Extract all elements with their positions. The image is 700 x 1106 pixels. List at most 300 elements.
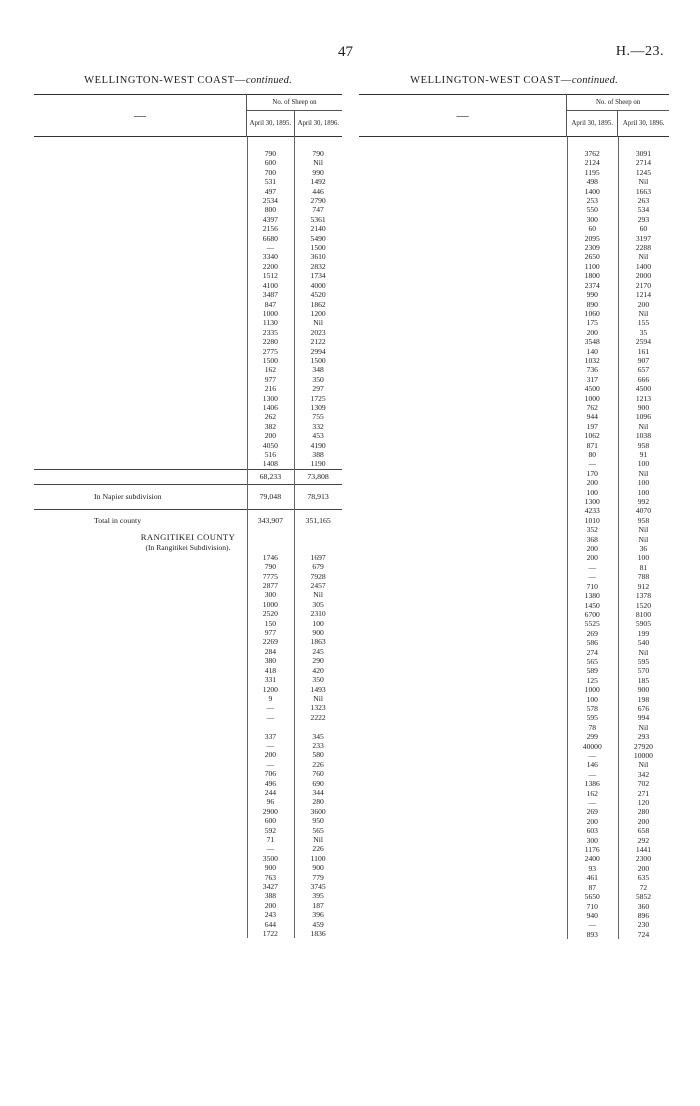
table-row bbox=[359, 187, 669, 196]
sheep-1895: 2095 bbox=[584, 233, 600, 243]
table-row bbox=[359, 544, 669, 553]
table-row bbox=[34, 553, 342, 562]
sheep-1896: 4070 bbox=[635, 506, 651, 516]
table-row bbox=[359, 234, 669, 243]
table-row bbox=[359, 196, 669, 205]
sheep-1896: 4520 bbox=[310, 290, 326, 300]
table-row bbox=[34, 788, 342, 797]
sheep-1895: 1000 bbox=[584, 393, 600, 403]
sheep-1896: 161 bbox=[637, 346, 650, 356]
sheep-1896: 1213 bbox=[635, 393, 651, 403]
table-row bbox=[34, 422, 342, 431]
sheep-1896: 3600 bbox=[310, 806, 326, 816]
table-row bbox=[34, 158, 342, 167]
sheep-1895: 990 bbox=[586, 290, 598, 300]
sheep-1895: 253 bbox=[586, 196, 598, 206]
sheep-1895: 78 bbox=[588, 722, 597, 732]
sheep-1895: 1010 bbox=[584, 515, 600, 525]
sheep-1895: — bbox=[588, 769, 597, 779]
total-row bbox=[34, 509, 342, 532]
sheep-1896: 245 bbox=[312, 646, 324, 656]
sheep-1895: 71 bbox=[266, 835, 275, 844]
sheep-1895: 200 bbox=[586, 544, 598, 554]
sheep-1896: 2832 bbox=[310, 261, 326, 271]
sheep-1895: 368 bbox=[586, 534, 598, 544]
sheep-1896: 5905 bbox=[635, 619, 651, 629]
sheep-1896: 10000 bbox=[633, 751, 653, 760]
sheep-1896: 5852 bbox=[635, 892, 651, 902]
table-row bbox=[34, 149, 342, 158]
table-row bbox=[359, 431, 669, 440]
sheep-1895: 1800 bbox=[584, 271, 600, 281]
sheep-1896: 2300 bbox=[635, 854, 651, 864]
sheep-1896: 226 bbox=[312, 844, 324, 854]
left-column-title: WELLINGTON-WEST COAST—continued. bbox=[84, 75, 292, 86]
table-row bbox=[359, 770, 669, 779]
header-sheep-on: No. of Sheep on bbox=[567, 95, 669, 111]
sheep-1895: 3427 bbox=[262, 882, 278, 892]
table-row bbox=[34, 562, 342, 571]
sheep-1895: 388 bbox=[264, 891, 277, 901]
sheep-1896: 1441 bbox=[635, 845, 651, 855]
header-sheep-on: No. of Sheep on bbox=[247, 95, 342, 111]
sheep-1895: 600 bbox=[264, 158, 277, 168]
table-row bbox=[359, 205, 669, 214]
sheep-1896: 1214 bbox=[635, 290, 651, 300]
table-row bbox=[359, 601, 669, 610]
table-row bbox=[359, 789, 669, 798]
sheep-1896: 200 bbox=[637, 863, 650, 873]
table-row bbox=[359, 676, 669, 685]
table-row bbox=[34, 910, 342, 919]
table-row bbox=[359, 751, 669, 760]
table-row bbox=[34, 920, 342, 929]
table-row bbox=[359, 384, 669, 393]
table-row bbox=[34, 581, 342, 590]
table-row bbox=[359, 516, 669, 525]
table-row bbox=[34, 628, 342, 637]
table-row bbox=[359, 582, 669, 591]
sheep-1895: 1176 bbox=[584, 845, 600, 855]
left-rows-b bbox=[34, 553, 342, 939]
sheep-1896: Nil bbox=[638, 308, 649, 318]
table-row bbox=[359, 168, 669, 177]
sheep-1896: 350 bbox=[312, 675, 324, 685]
table-row bbox=[34, 215, 342, 224]
sheep-1895: 60 bbox=[588, 224, 597, 234]
section-subtitle: (In Rangitikei Subdivision). bbox=[145, 542, 231, 552]
table-row bbox=[34, 779, 342, 788]
sheep-1895: 847 bbox=[264, 299, 277, 309]
sheep-1895: 200 bbox=[264, 900, 277, 910]
table-row bbox=[359, 158, 669, 167]
sheep-1896: 779 bbox=[312, 872, 324, 882]
sheep-1896: 900 bbox=[637, 402, 650, 412]
sheep-1895: 2374 bbox=[584, 280, 600, 290]
sheep-1896: 263 bbox=[637, 196, 650, 206]
sheep-1895: 710 bbox=[586, 581, 598, 591]
header-dash: — bbox=[456, 108, 469, 122]
table-row bbox=[34, 760, 342, 769]
sheep-1896: 1863 bbox=[310, 637, 326, 647]
table-row bbox=[34, 394, 342, 403]
header-dash: — bbox=[134, 108, 146, 122]
sheep-1896: 226 bbox=[312, 759, 324, 769]
sheep-1895: 4233 bbox=[584, 506, 600, 516]
sheep-1896: Nil bbox=[638, 421, 649, 431]
sheep-1895: 418 bbox=[264, 665, 277, 675]
sheep-1895: 2400 bbox=[584, 854, 600, 864]
table-row bbox=[34, 243, 342, 252]
sheep-1895: — bbox=[266, 759, 275, 769]
table-row bbox=[359, 328, 669, 337]
sheep-1896: 1862 bbox=[310, 299, 326, 309]
sheep-1895: 1500 bbox=[262, 355, 278, 365]
napier-label: In Napier subdivision bbox=[94, 491, 162, 501]
table-row bbox=[359, 356, 669, 365]
sheep-1896: 4000 bbox=[310, 280, 326, 290]
sheep-1896: 1734 bbox=[310, 271, 326, 281]
sheep-1896: 3197 bbox=[635, 233, 651, 243]
sheep-1896: 187 bbox=[312, 900, 324, 910]
sheep-1896: 912 bbox=[637, 581, 650, 591]
sheep-1896: 958 bbox=[637, 440, 650, 450]
sheep-1895: 175 bbox=[586, 318, 598, 328]
sheep-1896: 100 bbox=[637, 487, 650, 497]
sheep-1895: 96 bbox=[266, 797, 275, 807]
sheep-1895: 461 bbox=[586, 873, 598, 883]
sheep-1896: 2594 bbox=[635, 337, 651, 347]
sheep-1895: 269 bbox=[586, 628, 598, 638]
column-rule bbox=[567, 137, 568, 939]
sheep-1896: 5361 bbox=[310, 214, 326, 224]
table-row bbox=[34, 844, 342, 853]
table-row bbox=[34, 656, 342, 665]
sheep-1895: 550 bbox=[586, 205, 598, 215]
sheep-1895: 200 bbox=[586, 816, 598, 826]
table-row bbox=[34, 309, 342, 318]
sheep-1895: 2124 bbox=[584, 158, 600, 168]
sheep-1895: 1380 bbox=[584, 591, 600, 601]
sheep-1896: 100 bbox=[637, 553, 650, 563]
sheep-1895: 1195 bbox=[584, 167, 600, 177]
sheep-1896: 580 bbox=[312, 750, 324, 760]
sheep-1895: 1000 bbox=[262, 308, 278, 318]
sheep-1896: 345 bbox=[312, 731, 324, 741]
sheep-1895: 1386 bbox=[584, 779, 600, 789]
table-row bbox=[359, 281, 669, 290]
table-row bbox=[34, 459, 342, 468]
sheep-1896: 2122 bbox=[310, 337, 326, 347]
sheep-1895: 1450 bbox=[584, 600, 600, 610]
sheep-1896: 120 bbox=[637, 798, 650, 808]
sheep-1895: 2156 bbox=[262, 224, 278, 234]
sheep-1896: 992 bbox=[637, 497, 650, 507]
sheep-1895: 589 bbox=[586, 666, 598, 676]
sheep-1896: 760 bbox=[312, 769, 324, 779]
sheep-1896: 679 bbox=[312, 562, 324, 572]
sheep-1895: 595 bbox=[586, 713, 598, 723]
sheep-1895: 578 bbox=[586, 703, 598, 713]
table-row bbox=[359, 666, 669, 675]
sheep-1896: 565 bbox=[312, 825, 324, 835]
sheep-1895: 496 bbox=[264, 778, 277, 788]
table-row bbox=[34, 929, 342, 938]
sheep-1895: 2200 bbox=[262, 261, 278, 271]
sheep-1895: 100 bbox=[586, 694, 598, 704]
sheep-1895: 1408 bbox=[262, 459, 278, 469]
left-column bbox=[34, 74, 342, 938]
sheep-1896: 2288 bbox=[635, 243, 651, 253]
napier-1895: 79,048 bbox=[259, 491, 282, 501]
sheep-1895: — bbox=[266, 740, 275, 750]
sheep-1896: 747 bbox=[312, 205, 324, 215]
sheep-1896: 3745 bbox=[310, 882, 326, 892]
sheep-1895: 762 bbox=[586, 402, 598, 412]
sheep-1896: Nil bbox=[313, 693, 323, 703]
sheep-1895: 940 bbox=[586, 910, 598, 920]
sheep-1896: 293 bbox=[637, 732, 650, 742]
header-1896: April 30, 1896. bbox=[294, 111, 342, 137]
table-row bbox=[34, 590, 342, 599]
table-row bbox=[34, 318, 342, 327]
table-row bbox=[359, 365, 669, 374]
table-row bbox=[34, 252, 342, 261]
table-row bbox=[359, 920, 669, 929]
sheep-1895: 4050 bbox=[262, 440, 278, 450]
sheep-1895: 1300 bbox=[262, 393, 278, 403]
sheep-1896: Nil bbox=[638, 468, 649, 478]
sheep-1895: — bbox=[266, 703, 275, 713]
section-title: RANGITIKEI COUNTY bbox=[140, 531, 236, 542]
table-row bbox=[34, 863, 342, 872]
sheep-1895: 890 bbox=[586, 299, 598, 309]
sheep-1895: 2877 bbox=[262, 581, 278, 591]
table-row bbox=[359, 535, 669, 544]
sheep-1895: — bbox=[266, 712, 275, 722]
sheep-1895: 125 bbox=[586, 675, 598, 685]
sheep-1895: 2775 bbox=[262, 346, 278, 356]
table-row bbox=[34, 205, 342, 214]
table-row bbox=[34, 703, 342, 712]
sheep-1895: — bbox=[588, 459, 597, 469]
sheep-1895: 162 bbox=[264, 365, 277, 375]
sheep-1896: 395 bbox=[312, 891, 324, 901]
sheep-1895: 3548 bbox=[584, 337, 600, 347]
table-row bbox=[359, 619, 669, 628]
table-row bbox=[34, 750, 342, 759]
sheep-1895: 87 bbox=[588, 882, 597, 892]
sheep-1896: 2170 bbox=[635, 280, 651, 290]
column-rule bbox=[618, 137, 619, 939]
table-row bbox=[34, 347, 342, 356]
table-row bbox=[359, 760, 669, 769]
sheep-1896: 2310 bbox=[310, 609, 326, 619]
sheep-1895: 150 bbox=[264, 618, 277, 628]
table-row bbox=[359, 704, 669, 713]
sheep-1896: 35 bbox=[639, 327, 648, 337]
column-rule bbox=[294, 137, 295, 938]
sheep-1895: 300 bbox=[264, 590, 277, 600]
table-row bbox=[34, 441, 342, 450]
table-row bbox=[34, 450, 342, 459]
sheep-1896: Nil bbox=[638, 722, 649, 732]
sheep-1895: 299 bbox=[586, 732, 598, 742]
sheep-1895: — bbox=[266, 243, 275, 253]
sheep-1896: 2457 bbox=[310, 581, 326, 591]
sheep-1895: 592 bbox=[264, 825, 277, 835]
sheep-1895: 284 bbox=[264, 646, 277, 656]
table-row bbox=[34, 835, 342, 844]
table-row bbox=[34, 234, 342, 243]
sheep-1896: 790 bbox=[312, 149, 324, 158]
table-row bbox=[359, 854, 669, 863]
subtotal-row bbox=[34, 469, 342, 484]
sheep-1896: 3091 bbox=[635, 149, 651, 158]
sheep-1895: 1406 bbox=[262, 402, 278, 412]
sheep-1895: 600 bbox=[264, 816, 277, 826]
sheep-1895: 197 bbox=[586, 421, 598, 431]
table-row bbox=[359, 572, 669, 581]
table-row bbox=[34, 722, 342, 731]
sheep-1895: 170 bbox=[586, 468, 598, 478]
sheep-1895: 1400 bbox=[584, 186, 600, 196]
sheep-1895: 944 bbox=[586, 412, 598, 422]
sheep-1896: 1500 bbox=[310, 355, 326, 365]
sheep-1895: 352 bbox=[586, 525, 598, 535]
table-row bbox=[359, 610, 669, 619]
table-row bbox=[359, 224, 669, 233]
sheep-1895: 565 bbox=[586, 656, 598, 666]
sheep-1896: 198 bbox=[637, 694, 650, 704]
sheep-1896: 27920 bbox=[633, 741, 653, 751]
sheep-1895: 497 bbox=[264, 186, 277, 196]
sheep-1896: 332 bbox=[312, 421, 324, 431]
napier-1896: 78,913 bbox=[307, 491, 329, 501]
sheep-1895: 531 bbox=[264, 177, 277, 187]
sheep-1895: 3500 bbox=[262, 853, 278, 863]
sheep-1895: 1130 bbox=[262, 318, 278, 328]
sheep-1896: 990 bbox=[312, 167, 324, 177]
sheep-1895: 4397 bbox=[262, 214, 278, 224]
sheep-1895: 800 bbox=[264, 205, 277, 215]
table-row bbox=[34, 412, 342, 421]
table-row bbox=[359, 629, 669, 638]
sheep-1896: Nil bbox=[313, 158, 323, 168]
sheep-1896: 2994 bbox=[310, 346, 326, 356]
sheep-1895: 977 bbox=[264, 374, 277, 384]
sheep-1896: 1400 bbox=[635, 261, 651, 271]
table-row bbox=[359, 798, 669, 807]
table-row bbox=[359, 412, 669, 421]
sheep-1896: 200 bbox=[637, 816, 650, 826]
sheep-1896: 388 bbox=[312, 450, 324, 459]
sheep-1895: 216 bbox=[264, 384, 277, 394]
sheep-1896: 658 bbox=[637, 826, 650, 836]
sheep-1896: 100 bbox=[312, 618, 324, 628]
sheep-1896: Nil bbox=[638, 177, 649, 187]
sheep-1895: — bbox=[588, 920, 597, 930]
sheep-1896: 100 bbox=[637, 478, 650, 488]
sheep-1895: 1512 bbox=[262, 271, 278, 281]
sheep-1895: 140 bbox=[586, 346, 598, 356]
sheep-1895: 2520 bbox=[262, 609, 278, 619]
sheep-1896: 233 bbox=[312, 740, 324, 750]
table-row bbox=[359, 459, 669, 468]
sheep-1896: 1520 bbox=[635, 600, 651, 610]
table-row bbox=[359, 525, 669, 534]
sheep-1895: 244 bbox=[264, 787, 277, 797]
sheep-1895: 893 bbox=[586, 929, 598, 939]
table-row bbox=[34, 816, 342, 825]
sheep-1896: 292 bbox=[637, 835, 650, 845]
sheep-1895: 337 bbox=[264, 731, 277, 741]
sheep-1896: 185 bbox=[637, 675, 650, 685]
sheep-1896: 1309 bbox=[310, 402, 326, 412]
sheep-1895: 5650 bbox=[584, 892, 600, 902]
sheep-1896: 690 bbox=[312, 778, 324, 788]
table-row bbox=[34, 769, 342, 778]
table-row bbox=[359, 506, 669, 515]
sheep-1896: 2790 bbox=[310, 196, 326, 206]
sheep-1896: 36 bbox=[639, 544, 648, 554]
table-row bbox=[359, 817, 669, 826]
sheep-1895: — bbox=[588, 798, 597, 808]
sheep-1895: 1060 bbox=[584, 308, 600, 318]
table-row bbox=[359, 742, 669, 751]
sheep-1895: 380 bbox=[264, 656, 277, 666]
sheep-1896: 344 bbox=[312, 787, 324, 797]
sheep-1896: 1038 bbox=[635, 431, 651, 441]
sheep-1896: 360 bbox=[637, 901, 650, 911]
table-row bbox=[34, 177, 342, 186]
sheep-1895: 40000 bbox=[582, 741, 602, 751]
sheep-1896: 8100 bbox=[635, 609, 651, 619]
sheep-1896: 230 bbox=[637, 920, 650, 930]
sheep-1895: 2269 bbox=[262, 637, 278, 647]
sheep-1896: 5490 bbox=[310, 233, 326, 243]
table-row bbox=[34, 290, 342, 299]
table-row bbox=[34, 281, 342, 290]
table-row bbox=[359, 779, 669, 788]
table-row bbox=[359, 892, 669, 901]
table-row bbox=[359, 271, 669, 280]
sheep-1895: 736 bbox=[586, 365, 598, 375]
sheep-1895: 790 bbox=[264, 562, 277, 572]
table-row bbox=[359, 450, 669, 459]
sheep-1895: 100 bbox=[586, 487, 598, 497]
sheep-1896: 534 bbox=[637, 205, 650, 215]
sheep-1895: 3487 bbox=[262, 290, 278, 300]
sheep-1895: 300 bbox=[586, 835, 598, 845]
sheep-1895: 80 bbox=[588, 450, 597, 459]
sheep-1895: 93 bbox=[588, 863, 597, 873]
table-row bbox=[359, 149, 669, 158]
sheep-1895: 146 bbox=[586, 760, 598, 770]
table-row bbox=[34, 647, 342, 656]
table-row bbox=[34, 196, 342, 205]
sheep-1896: 1697 bbox=[310, 552, 326, 562]
sheep-1896: Nil bbox=[638, 252, 649, 262]
table-row bbox=[359, 713, 669, 722]
sheep-1896: 570 bbox=[637, 666, 650, 676]
table-row bbox=[34, 637, 342, 646]
sheep-1896: 1100 bbox=[310, 853, 326, 863]
sheep-1896: 1492 bbox=[310, 177, 326, 187]
sheep-1896: 1663 bbox=[635, 186, 651, 196]
sheep-1896: 666 bbox=[637, 374, 650, 384]
sheep-1895: 700 bbox=[264, 167, 277, 177]
